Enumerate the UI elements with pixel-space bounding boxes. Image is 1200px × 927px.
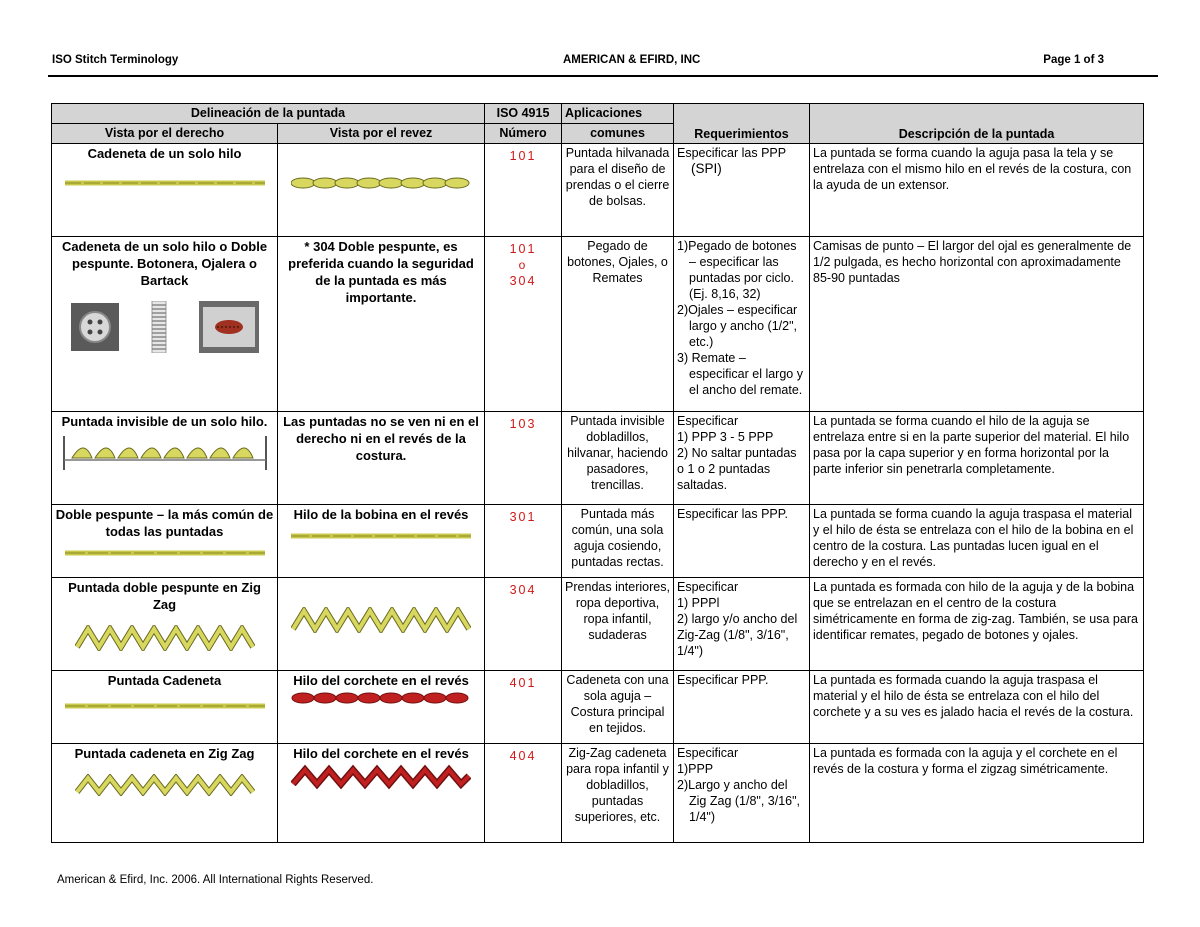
cell-description: La puntada se forma cuando la aguja pasa la tela y se entrelaza con el mismo hilo en el revés de la costura, con la ayuda de un extensor. (810, 144, 1144, 237)
cell-iso (485, 505, 562, 578)
button-image (71, 303, 119, 351)
right-side-label: Puntada doble pespunte en Zig Zag (68, 580, 261, 612)
cell-description: La puntada se forma cuando la aguja traspasa el material y el hilo de ésta se entrelaza con el hilo de la bobina en el centro de la costura. Las puntadas lucen igual en el derecho y en el revés. (810, 505, 1144, 578)
col-description: Descripción de la puntada (810, 104, 1144, 144)
iso-number: 401 (509, 676, 537, 690)
cell-requirements (674, 144, 810, 237)
requirement-line: 1) PPPl (677, 596, 720, 610)
iso-number: 304 (509, 274, 537, 288)
cell-right-side (52, 237, 278, 412)
cell-right-side (52, 671, 278, 744)
zigzag-chain-back-image (291, 764, 471, 790)
cell-applications: Zig-Zag cadeneta para ropa infantil y dobladillos, puntadas superiores, etc. (562, 744, 674, 843)
requirement-line: 3) Remate – especificar el largo y el ancho del remate. (677, 351, 803, 397)
requirement-line: 2)Ojales – especificar largo y ancho (1/2", etc.) (677, 303, 798, 349)
cell-description: La puntada es formada con la aguja y el corchete en el revés de la costura y forma el zigzag simétricamente. (810, 744, 1144, 843)
cell-applications: Cadeneta con una sola aguja – Costura principal en tejidos. (562, 671, 674, 744)
requirement-line: Especificar las PPP. (677, 507, 788, 521)
requirement-line: 1)PPP (677, 762, 714, 776)
requirement-line: Especificar PPP. (677, 673, 769, 687)
right-side-label: Puntada cadeneta en Zig Zag (74, 746, 255, 761)
col-right-side: Vista por el derecho (52, 124, 278, 144)
header-row-1 (52, 104, 1144, 124)
requirement-line: Especificar (677, 580, 739, 594)
cell-description: La puntada es formada cuando la aguja traspasa el material y el hilo de ésta se entrelaza con el hilo del corchete y a su ves es jalado hacia el revés de la costura. (810, 671, 1144, 744)
cell-right-side (52, 412, 278, 505)
reverse-side-label: Las puntadas no se ven ni en el derecho ni en el revés de la costura. (283, 414, 479, 463)
cell-iso (485, 671, 562, 744)
cell-iso (485, 237, 562, 412)
cell-reverse-side (278, 505, 485, 578)
right-side-label: Puntada invisible de un solo hilo. (61, 414, 268, 429)
footer-copyright: American & Efird, Inc. 2006. All International Rights Reserved. (57, 874, 374, 886)
table-row (52, 505, 1144, 578)
table-row (52, 237, 1144, 412)
cell-requirements (674, 578, 810, 671)
iso-number: 304 (509, 583, 537, 597)
bartack-images (55, 301, 274, 353)
iso-connector: o (518, 258, 528, 272)
cell-iso (485, 578, 562, 671)
table-row (52, 671, 1144, 744)
reverse-side-label: Hilo de la bobina en el revés (293, 507, 469, 522)
cell-reverse-side (278, 578, 485, 671)
cell-requirements (674, 505, 810, 578)
chain-stitch-back-image (291, 175, 471, 191)
header-page-number: Page 1 of 3 (1043, 54, 1104, 66)
table-row (52, 744, 1144, 843)
cell-reverse-side (278, 671, 485, 744)
header-title-left: ISO Stitch Terminology (52, 54, 179, 66)
iso-number: 301 (509, 510, 537, 524)
bartack-image (199, 301, 259, 353)
buttonhole-image (150, 301, 168, 353)
cell-iso (485, 412, 562, 505)
requirement-line: Especificar las PPP (677, 146, 787, 160)
reverse-side-label: Hilo del corchete en el revés (293, 746, 469, 761)
col-apps-line2: comunes (562, 124, 674, 144)
cell-requirements (674, 744, 810, 843)
table-row (52, 578, 1144, 671)
cell-description: Camisas de punto – El largor del ojal es generalmente de 1/2 pulgada, es hecho horizontal con aproximadamente 85-90 puntadas (810, 237, 1144, 412)
lockstitch-front-image (65, 548, 265, 558)
requirement-line: (SPI) (691, 161, 722, 176)
table-row (52, 412, 1144, 505)
requirement-line: 2) No saltar puntadas o 1 o 2 puntadas saltadas. (677, 446, 797, 492)
cell-iso (485, 144, 562, 237)
cell-description: La puntada se forma cuando el hilo de la aguja se entrelaza entre si en la parte superior del material. El hilo pasa por la capa superior y en forma horizontal por la parte inferior sin penetrarla completamente. (810, 412, 1144, 505)
iso-number: 103 (509, 417, 537, 431)
requirement-line: 1) PPP 3 - 5 PPP (677, 430, 774, 444)
col-iso-line2: Número (485, 124, 562, 144)
col-requirements: Requerimientos (674, 104, 810, 144)
col-reverse-side: Vista por el revez (278, 124, 485, 144)
cell-right-side (52, 505, 278, 578)
stitch-table (51, 103, 1144, 843)
iso-number: 101 (509, 149, 537, 163)
cell-reverse-side (278, 144, 485, 237)
cell-applications: Prendas interiores, ropa deportiva, ropa infantil, sudaderas (562, 578, 674, 671)
cell-requirements (674, 237, 810, 412)
cell-requirements (674, 412, 810, 505)
cell-iso (485, 744, 562, 843)
col-group-title: Delineación de la puntada (52, 104, 485, 124)
right-side-label: Cadeneta de un solo hilo (87, 146, 242, 161)
cell-reverse-side (278, 412, 485, 505)
cell-right-side (52, 744, 278, 843)
cell-right-side (52, 578, 278, 671)
requirement-line: 1)Pegado de botones – especificar las puntadas por ciclo. (Ej. 8,16, 32) (677, 239, 797, 301)
lockstitch-back-image (291, 531, 471, 541)
requirement-line: 2) largo y/o ancho del Zig-Zag (1/8", 3/16", 1/4") (677, 612, 798, 658)
zigzag-chain-front-image (75, 774, 255, 796)
blind-stitch-image (62, 434, 268, 472)
requirement-line: 2)Largo y ancho del Zig Zag (1/8", 3/16", 1/4") (677, 778, 801, 824)
cell-requirements (674, 671, 810, 744)
chainstitch-front-image (65, 701, 265, 711)
cell-applications: Puntada hilvanada para el diseño de prendas o el cierre de bolsas. (562, 144, 674, 237)
cell-reverse-side (278, 237, 485, 412)
cell-applications: Puntada más común, una sola aguja cosiendo, puntadas rectas. (562, 505, 674, 578)
cell-applications: Pegado de botones, Ojales, o Remates (562, 237, 674, 412)
reverse-side-label: Hilo del corchete en el revés (293, 673, 469, 688)
header-company: AMERICAN & EFIRD, INC (563, 54, 701, 66)
right-side-label: Doble pespunte – la más común de todas las puntadas (55, 507, 274, 539)
requirement-line: Especificar (677, 746, 739, 760)
col-apps-line1: Aplicaciones (562, 104, 674, 124)
cell-reverse-side (278, 744, 485, 843)
zigzag-front-image (75, 625, 255, 651)
cell-right-side (52, 144, 278, 237)
right-side-label: Puntada Cadeneta (107, 673, 222, 688)
cell-description: La puntada es formada con hilo de la aguja y de la bobina que se entrelazan en el centro de la costura simétricamente en forma de zig-zag. También, se usa para identificar remates, pegado de botones y ojales. (810, 578, 1144, 671)
cell-applications: Puntada invisible dobladillos, hilvanar, haciendo pasadores, trencillas. (562, 412, 674, 505)
reverse-side-label: * 304 Doble pespunte, es preferida cuando la seguridad de la puntada es más importante. (288, 239, 474, 305)
table-row (52, 144, 1144, 237)
right-side-label: Cadeneta de un solo hilo o Doble pespunte. Botonera, Ojalera o Bartack (61, 239, 268, 288)
chain-stitch-front-image (65, 176, 265, 190)
requirement-line: Especificar (677, 414, 739, 428)
iso-number: 101 (509, 242, 537, 256)
col-iso-line1: ISO 4915 (485, 104, 562, 124)
zigzag-back-image (291, 607, 471, 633)
iso-number: 404 (509, 749, 537, 763)
chainstitch-back-image (291, 691, 471, 705)
header-rule (48, 75, 1158, 77)
